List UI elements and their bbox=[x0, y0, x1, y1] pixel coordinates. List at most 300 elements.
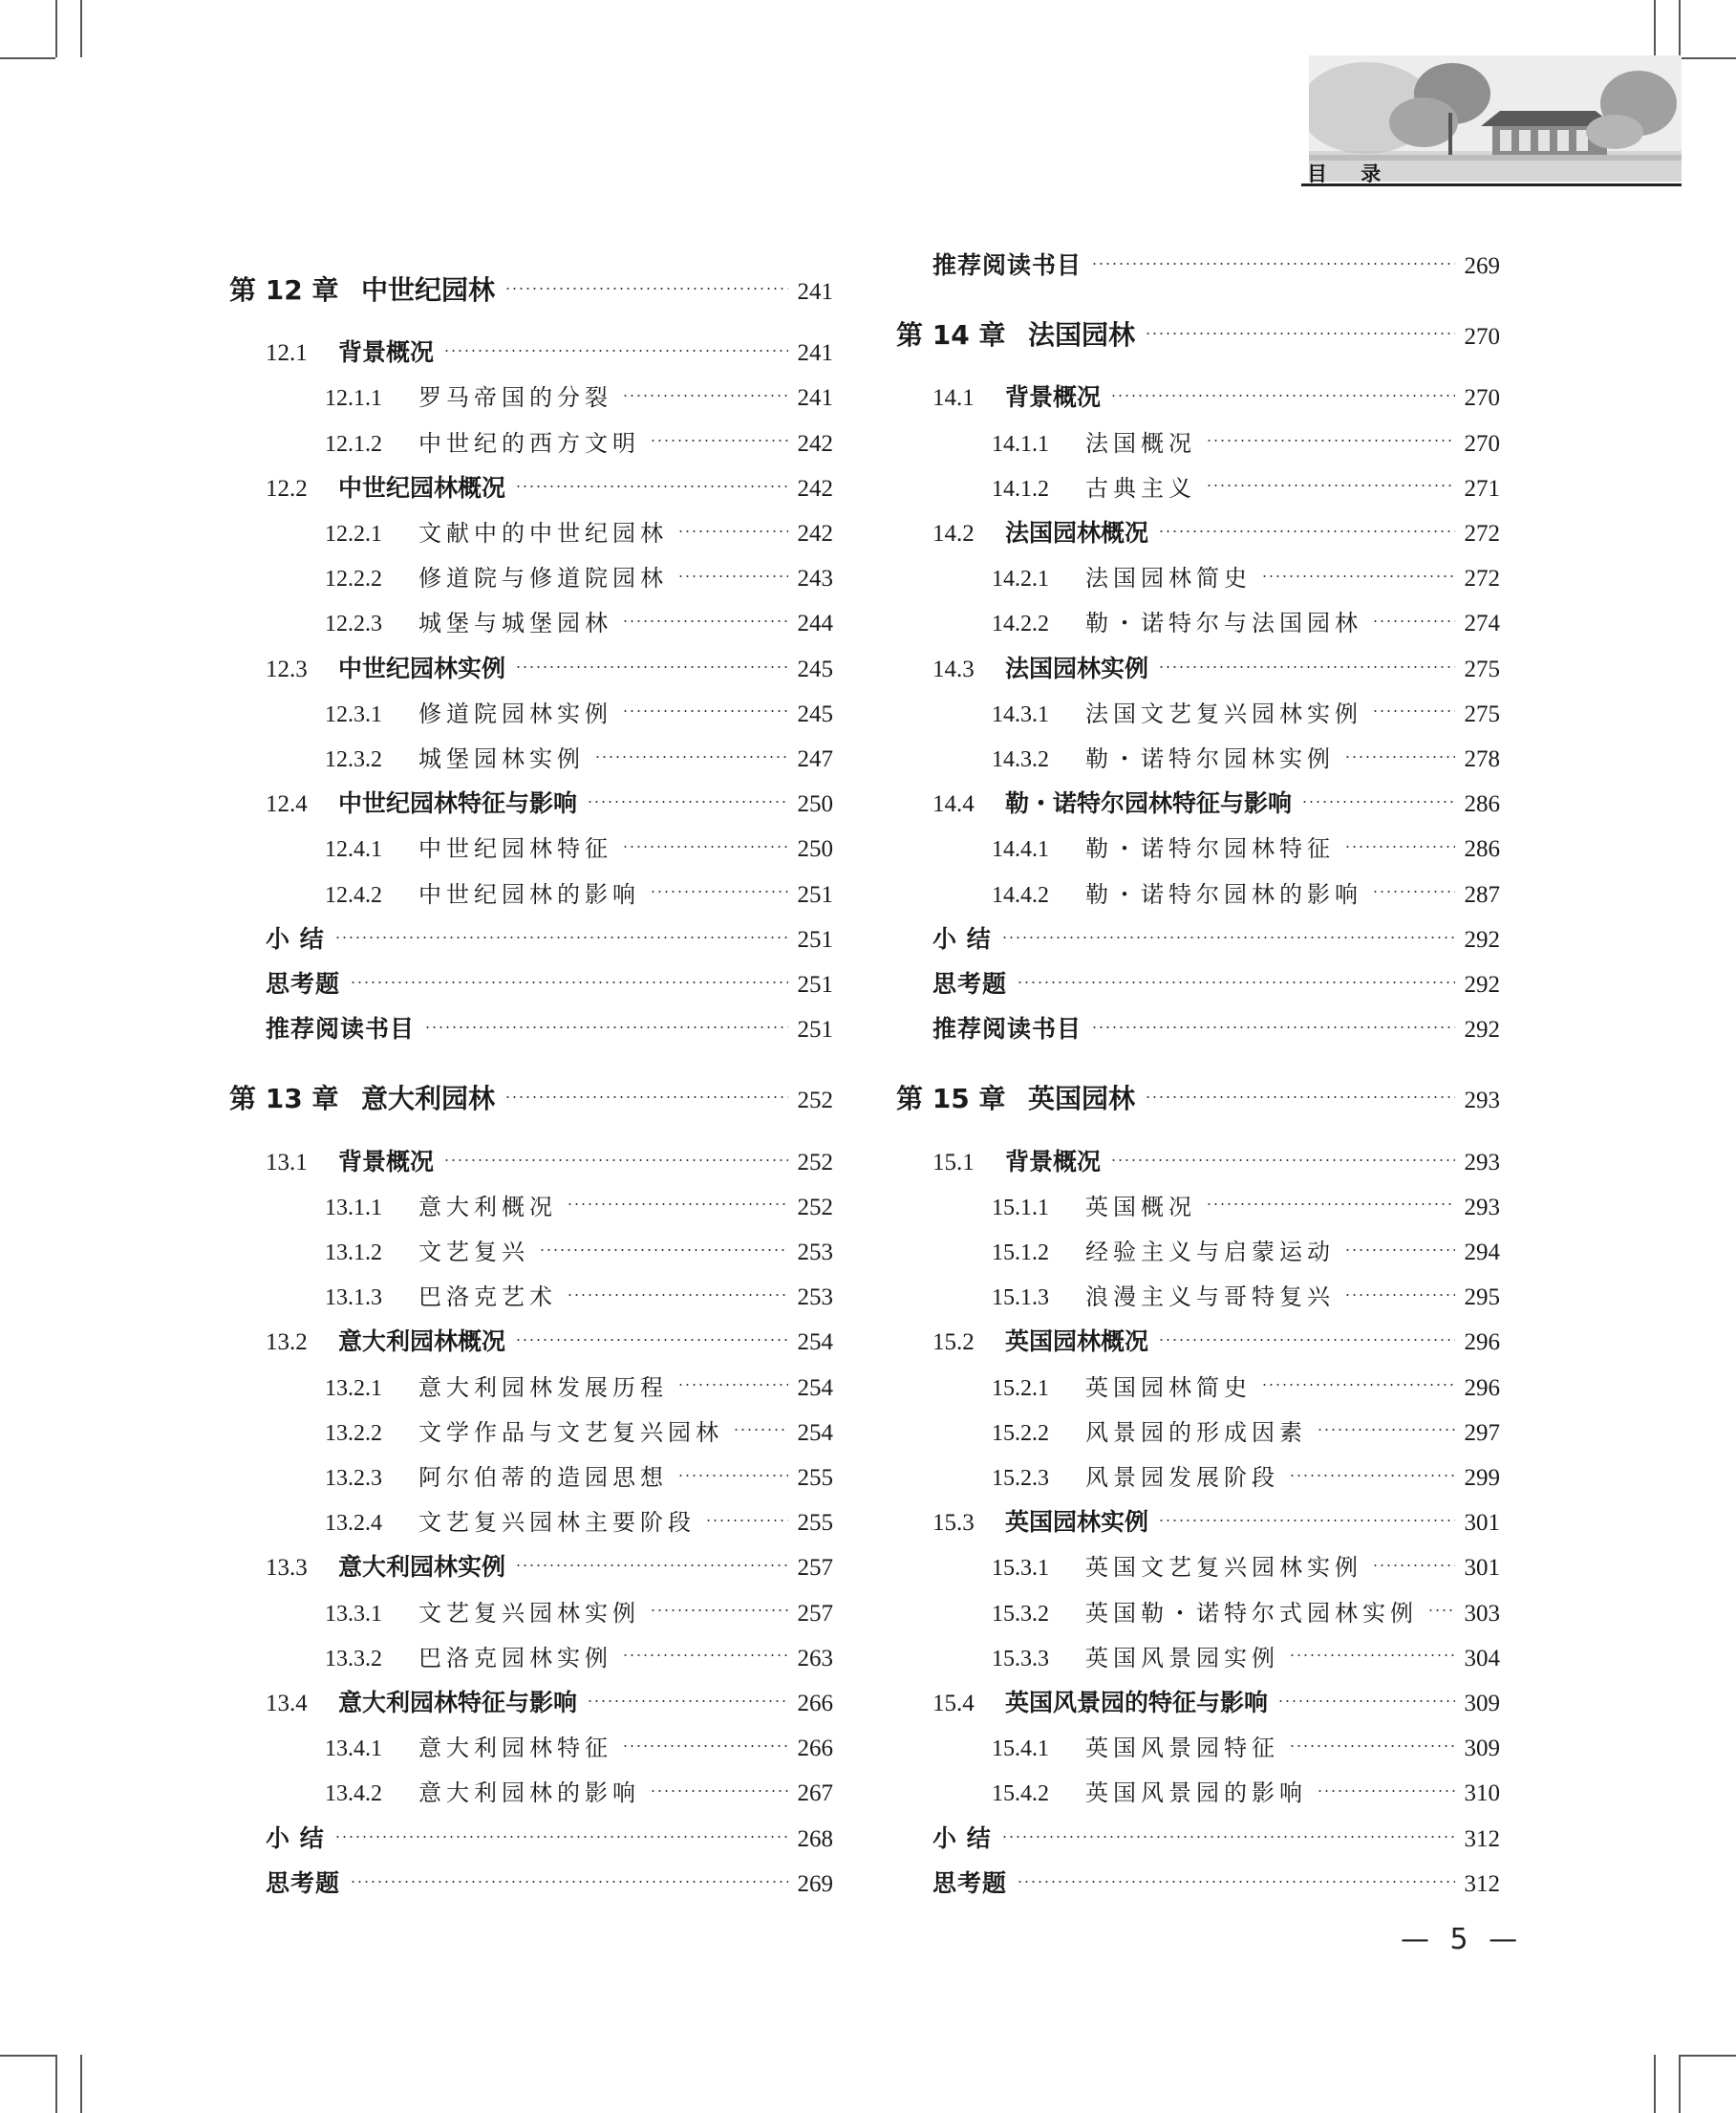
toc-entry-number: 第 12 章 bbox=[229, 274, 339, 306]
toc-entry-title: 意大利园林发展历程 bbox=[418, 1373, 668, 1401]
dot-leader bbox=[1289, 1475, 1455, 1477]
toc-entry-page: 252 bbox=[797, 1149, 833, 1175]
toc-section-entry[interactable] bbox=[266, 334, 833, 368]
dot-leader bbox=[1289, 1745, 1455, 1747]
dot-leader bbox=[1001, 1836, 1455, 1838]
toc-entry-number: 12.1.2 bbox=[325, 431, 382, 457]
toc-subsection-entry[interactable] bbox=[325, 1729, 833, 1762]
toc-entry-page: 299 bbox=[1464, 1465, 1500, 1491]
toc-entry-number: 12.4.1 bbox=[325, 837, 382, 863]
toc-entry-title: 文艺复兴 bbox=[418, 1239, 529, 1265]
dot-leader bbox=[1261, 1384, 1455, 1386]
dot-leader bbox=[1344, 1249, 1455, 1251]
dot-leader bbox=[567, 1203, 788, 1205]
dot-leader bbox=[1110, 1159, 1454, 1161]
toc-entry-number: 15.1.1 bbox=[992, 1195, 1049, 1220]
toc-entry-title: 古典主义 bbox=[1085, 474, 1196, 502]
toc-subsection-entry[interactable] bbox=[325, 424, 833, 458]
toc-subsection-entry[interactable] bbox=[992, 1594, 1500, 1628]
toc-misc-entry[interactable] bbox=[932, 1010, 1500, 1045]
toc-entry-number: 14.2.1 bbox=[992, 567, 1049, 593]
toc-entry-page: 269 bbox=[1464, 253, 1500, 279]
toc-entry-title: 意大利概况 bbox=[418, 1193, 557, 1220]
page-number: — 5 — bbox=[1401, 1923, 1524, 1956]
toc-subsection-entry[interactable] bbox=[325, 1774, 833, 1807]
toc-entry-page: 241 bbox=[797, 385, 833, 412]
toc-entry-title: 巴洛克园林实例 bbox=[418, 1644, 612, 1671]
toc-subsection-entry[interactable] bbox=[992, 1639, 1500, 1672]
toc-section-entry[interactable] bbox=[932, 650, 1500, 684]
toc-entry-title: 背景概况 bbox=[338, 1147, 435, 1175]
dot-leader bbox=[622, 846, 788, 848]
toc-entry-title: 小 结 bbox=[266, 924, 325, 953]
dot-leader bbox=[515, 666, 787, 668]
toc-entry-title: 思考题 bbox=[932, 970, 1008, 998]
toc-entry-number: 12.1.1 bbox=[325, 386, 382, 412]
toc-entry-title: 中世纪园林 bbox=[361, 274, 496, 306]
toc-entry-title: 意大利园林概况 bbox=[338, 1327, 506, 1356]
toc-entry-page: 251 bbox=[797, 881, 833, 908]
dot-leader bbox=[1145, 333, 1454, 334]
toc-entry-page: 255 bbox=[797, 1510, 833, 1537]
toc-entry-number: 12.2.2 bbox=[325, 567, 382, 593]
toc-entry-title: 风景园发展阶段 bbox=[1085, 1464, 1279, 1491]
toc-entry-title: 英国风景园实例 bbox=[1085, 1644, 1279, 1671]
toc-subsection-entry[interactable] bbox=[325, 378, 833, 412]
dot-leader bbox=[1301, 801, 1454, 803]
toc-subsection-entry[interactable] bbox=[325, 1233, 833, 1266]
toc-subsection-entry[interactable] bbox=[325, 514, 833, 548]
toc-subsection-entry[interactable] bbox=[325, 740, 833, 773]
toc-entry-page: 309 bbox=[1464, 1736, 1500, 1762]
dot-leader bbox=[1001, 937, 1455, 938]
toc-entry-title: 意大利园林 bbox=[361, 1083, 496, 1115]
toc-entry-title: 意大利园林实例 bbox=[338, 1553, 506, 1582]
toc-entry-page: 254 bbox=[797, 1329, 833, 1356]
toc-entry-page: 292 bbox=[1464, 1017, 1500, 1044]
toc-entry-number: 13.1.3 bbox=[325, 1285, 382, 1311]
toc-entry-number: 15.4.2 bbox=[992, 1781, 1049, 1807]
dot-leader bbox=[334, 937, 788, 938]
toc-subsection-entry[interactable] bbox=[992, 1369, 1500, 1402]
toc-entry-page: 278 bbox=[1464, 746, 1500, 772]
toc-entry-number: 12.3 bbox=[266, 656, 308, 682]
toc-subsection-entry[interactable] bbox=[325, 1594, 833, 1628]
toc-entry-title: 巴洛克艺术 bbox=[418, 1283, 557, 1311]
toc-entry-title: 罗马帝国的分裂 bbox=[418, 384, 612, 412]
toc-misc-entry[interactable] bbox=[932, 920, 1500, 955]
toc-entry-page: 253 bbox=[797, 1284, 833, 1311]
toc-entry-number: 14.4.1 bbox=[992, 837, 1049, 863]
dot-leader bbox=[650, 891, 788, 893]
toc-entry-title: 文艺复兴园林主要阶段 bbox=[418, 1509, 696, 1537]
toc-entry-title: 城堡园林实例 bbox=[418, 745, 585, 772]
dot-leader bbox=[504, 1096, 787, 1098]
toc-entry-number: 15.2 bbox=[932, 1329, 975, 1356]
toc-entry-page: 293 bbox=[1464, 1194, 1500, 1220]
dot-leader bbox=[1091, 1026, 1454, 1028]
toc-entry-title: 经验主义与启蒙运动 bbox=[1085, 1239, 1335, 1265]
toc-entry-page: 294 bbox=[1464, 1240, 1500, 1265]
crop-mark bbox=[0, 2055, 55, 2057]
toc-entry-number: 15.3.2 bbox=[992, 1601, 1049, 1627]
toc-entry-page: 272 bbox=[1464, 521, 1500, 547]
toc-entry-page: 297 bbox=[1464, 1419, 1500, 1446]
toc-entry-number: 14.2 bbox=[932, 521, 975, 547]
toc-misc-entry[interactable] bbox=[932, 1820, 1500, 1854]
toc-entry-title: 小 结 bbox=[932, 924, 992, 953]
crop-mark bbox=[1679, 0, 1681, 57]
dot-leader bbox=[539, 1249, 788, 1251]
toc-entry-number: 13.1 bbox=[266, 1149, 308, 1175]
toc-subsection-entry[interactable] bbox=[992, 1729, 1500, 1762]
toc-subsection-entry[interactable] bbox=[992, 1458, 1500, 1492]
toc-entry-number: 13.1.1 bbox=[325, 1195, 382, 1220]
toc-entry-page: 266 bbox=[797, 1736, 833, 1762]
toc-subsection-entry[interactable] bbox=[992, 875, 1500, 909]
toc-entry-number: 15.4.1 bbox=[992, 1736, 1049, 1762]
toc-entry-number: 15.2.2 bbox=[992, 1420, 1049, 1446]
toc-entry-page: 254 bbox=[797, 1419, 833, 1446]
toc-entry-number: 13.3 bbox=[266, 1555, 308, 1582]
toc-entry-page: 253 bbox=[797, 1240, 833, 1265]
dot-leader bbox=[424, 1026, 787, 1028]
toc-entry-page: 293 bbox=[1464, 1149, 1500, 1175]
crop-mark bbox=[1679, 2055, 1681, 2113]
dot-leader bbox=[515, 1564, 787, 1566]
toc-entry-title: 英国园林实例 bbox=[1005, 1508, 1149, 1537]
toc-entry-page: 293 bbox=[1464, 1088, 1500, 1114]
toc-entry-number: 12.4.2 bbox=[325, 882, 382, 908]
toc-subsection-entry[interactable] bbox=[992, 1233, 1500, 1266]
toc-entry-title: 中世纪园林概况 bbox=[338, 473, 506, 502]
toc-entry-number: 14.1 bbox=[932, 385, 975, 412]
toc-entry-title: 法国文艺复兴园林实例 bbox=[1085, 700, 1362, 727]
dot-leader bbox=[334, 1836, 788, 1838]
toc-entry-title: 勒・诺特尔园林的影响 bbox=[1085, 880, 1362, 908]
toc-entry-title: 文艺复兴园林实例 bbox=[418, 1599, 640, 1627]
dot-leader bbox=[515, 1339, 787, 1341]
toc-entry-title: 中世纪园林特征与影响 bbox=[338, 789, 578, 818]
toc-entry-title: 文献中的中世纪园林 bbox=[418, 520, 668, 547]
toc-entry-page: 271 bbox=[1464, 475, 1500, 502]
dot-leader bbox=[705, 1520, 788, 1521]
toc-entry-title: 英国概况 bbox=[1085, 1193, 1196, 1220]
toc-misc-entry[interactable] bbox=[266, 965, 833, 1000]
toc-subsection-entry[interactable] bbox=[992, 1774, 1500, 1807]
toc-misc-entry[interactable] bbox=[266, 1010, 833, 1045]
crop-mark bbox=[1681, 57, 1736, 59]
toc-entry-page: 247 bbox=[797, 746, 833, 772]
toc-subsection-entry[interactable] bbox=[325, 604, 833, 637]
toc-entry-title: 小 结 bbox=[932, 1823, 992, 1852]
toc-chapter-entry[interactable] bbox=[229, 270, 833, 308]
toc-entry-page: 244 bbox=[797, 611, 833, 637]
dot-leader bbox=[1344, 1294, 1455, 1296]
toc-entry-title: 文学作品与文艺复兴园林 bbox=[418, 1418, 723, 1446]
toc-entry-title: 中世纪园林特征 bbox=[418, 835, 612, 863]
toc-entry-page: 255 bbox=[797, 1465, 833, 1491]
dot-leader bbox=[1317, 1790, 1455, 1792]
toc-entry-page: 242 bbox=[797, 521, 833, 547]
dot-leader bbox=[1372, 1564, 1455, 1566]
toc-entry-number: 15.1.3 bbox=[992, 1285, 1049, 1311]
toc-subsection-entry[interactable] bbox=[325, 1369, 833, 1402]
dot-leader bbox=[594, 756, 788, 758]
toc-entry-number: 14.4.2 bbox=[992, 882, 1049, 908]
toc-entry-title: 英国园林概况 bbox=[1005, 1327, 1149, 1356]
toc-entry-title: 勒・诺特尔园林特征与影响 bbox=[1005, 789, 1293, 818]
toc-entry-number: 12.2.3 bbox=[325, 612, 382, 637]
dot-leader bbox=[587, 1700, 787, 1702]
dot-leader bbox=[443, 350, 787, 352]
toc-section-entry[interactable] bbox=[932, 1323, 1500, 1357]
toc-subsection-entry[interactable] bbox=[992, 695, 1500, 728]
toc-entry-page: 266 bbox=[797, 1691, 833, 1716]
toc-entry-page: 304 bbox=[1464, 1645, 1500, 1671]
toc-entry-number: 12.2.1 bbox=[325, 522, 382, 547]
toc-section-entry[interactable] bbox=[932, 514, 1500, 549]
toc-entry-number: 13.2.1 bbox=[325, 1375, 382, 1401]
toc-subsection-entry[interactable] bbox=[992, 559, 1500, 593]
crop-mark bbox=[55, 2055, 57, 2113]
toc-entry-page: 312 bbox=[1464, 1870, 1500, 1897]
toc-entry-page: 254 bbox=[797, 1374, 833, 1401]
toc-section-entry[interactable] bbox=[266, 785, 833, 819]
toc-entry-page: 310 bbox=[1464, 1780, 1500, 1807]
toc-subsection-entry[interactable] bbox=[325, 1278, 833, 1311]
toc-entry-title: 英国勒・诺特尔式园林实例 bbox=[1085, 1599, 1418, 1627]
dot-leader bbox=[350, 981, 787, 983]
toc-entry-title: 意大利园林特征 bbox=[418, 1735, 612, 1762]
dot-leader bbox=[1372, 710, 1455, 712]
toc-entry-title: 推荐阅读书目 bbox=[266, 1015, 416, 1044]
toc-section-entry[interactable] bbox=[932, 1143, 1500, 1177]
toc-entry-page: 296 bbox=[1464, 1329, 1500, 1356]
toc-misc-entry[interactable] bbox=[932, 247, 1500, 281]
toc-subsection-entry[interactable] bbox=[325, 559, 833, 593]
toc-misc-entry[interactable] bbox=[266, 1820, 833, 1854]
toc-entry-page: 245 bbox=[797, 656, 833, 682]
toc-entry-title: 意大利园林的影响 bbox=[418, 1779, 640, 1807]
toc-entry-number: 15.3.1 bbox=[992, 1556, 1049, 1582]
toc-chapter-entry[interactable] bbox=[896, 1078, 1500, 1116]
toc-subsection-entry[interactable] bbox=[992, 424, 1500, 458]
dot-leader bbox=[1261, 575, 1455, 577]
dot-leader bbox=[677, 1384, 788, 1386]
toc-entry-number: 13.3.1 bbox=[325, 1601, 382, 1627]
toc-entry-number: 13.2 bbox=[266, 1329, 308, 1356]
toc-entry-title: 法国概况 bbox=[1085, 429, 1196, 457]
toc-section-entry[interactable] bbox=[266, 1684, 833, 1718]
toc-section-entry[interactable] bbox=[266, 650, 833, 684]
dot-leader bbox=[443, 1159, 787, 1161]
toc-entry-number: 13.2.4 bbox=[325, 1511, 382, 1537]
toc-entry-page: 241 bbox=[797, 340, 833, 367]
toc-entry-number: 14.1.1 bbox=[992, 431, 1049, 457]
dot-leader bbox=[1372, 891, 1455, 893]
dot-leader bbox=[1091, 263, 1454, 265]
toc-entry-title: 法国园林概况 bbox=[1005, 519, 1149, 547]
toc-entry-page: 251 bbox=[797, 926, 833, 953]
toc-entry-page: 242 bbox=[797, 475, 833, 502]
toc-entry-page: 286 bbox=[1464, 791, 1500, 818]
toc-entry-title: 修道院园林实例 bbox=[418, 700, 612, 727]
toc-entry-title: 思考题 bbox=[932, 1868, 1008, 1897]
toc-entry-page: 268 bbox=[797, 1825, 833, 1852]
toc-subsection-entry[interactable] bbox=[325, 1639, 833, 1672]
toc-entry-title: 思考题 bbox=[266, 970, 341, 998]
toc-entry-title: 中世纪的西方文明 bbox=[418, 429, 640, 457]
dot-leader bbox=[1427, 1609, 1455, 1611]
toc-entry-page: 241 bbox=[797, 279, 833, 305]
toc-subsection-entry[interactable] bbox=[992, 1548, 1500, 1582]
toc-entry-title: 勒・诺特尔园林实例 bbox=[1085, 745, 1335, 772]
toc-entry-page: 292 bbox=[1464, 926, 1500, 953]
dot-leader bbox=[622, 1745, 788, 1747]
toc-entry-page: 287 bbox=[1464, 881, 1500, 908]
toc-subsection-entry[interactable] bbox=[992, 1188, 1500, 1221]
toc-entry-number: 15.4 bbox=[932, 1691, 975, 1716]
toc-entry-page: 250 bbox=[797, 791, 833, 818]
toc-entry-number: 13.4.2 bbox=[325, 1781, 382, 1807]
toc-entry-number: 12.3.1 bbox=[325, 701, 382, 727]
toc-entry-page: 252 bbox=[797, 1088, 833, 1114]
toc-misc-entry[interactable] bbox=[266, 1865, 833, 1899]
header-label: 目 录 bbox=[1307, 162, 1395, 185]
toc-section-entry[interactable] bbox=[266, 1143, 833, 1177]
toc-subsection-entry[interactable] bbox=[992, 1413, 1500, 1447]
toc-entry-page: 301 bbox=[1464, 1555, 1500, 1582]
dot-leader bbox=[622, 1654, 788, 1656]
toc-entry-number: 13.4 bbox=[266, 1691, 308, 1716]
dot-leader bbox=[1158, 1520, 1454, 1521]
toc-entry-number: 12.4 bbox=[266, 791, 308, 818]
toc-entry-number: 13.4.1 bbox=[325, 1736, 382, 1762]
dot-leader bbox=[1158, 530, 1454, 532]
toc-misc-entry[interactable] bbox=[932, 1865, 1500, 1899]
dot-leader bbox=[1206, 1203, 1455, 1205]
toc-subsection-entry[interactable] bbox=[992, 1278, 1500, 1311]
toc-section-entry[interactable] bbox=[932, 378, 1500, 413]
toc-entry-page: 272 bbox=[1464, 566, 1500, 593]
toc-subsection-entry[interactable] bbox=[992, 604, 1500, 637]
toc-entry-title: 浪漫主义与哥特复兴 bbox=[1085, 1283, 1335, 1311]
toc-entry-page: 275 bbox=[1464, 656, 1500, 682]
dot-leader bbox=[1110, 395, 1454, 397]
toc-entry-title: 城堡与城堡园林 bbox=[418, 610, 612, 637]
toc-subsection-entry[interactable] bbox=[325, 1413, 833, 1447]
toc-entry-page: 243 bbox=[797, 566, 833, 593]
toc-entry-title: 背景概况 bbox=[1005, 383, 1102, 412]
toc-entry-number: 第 15 章 bbox=[896, 1083, 1006, 1115]
toc-section-entry[interactable] bbox=[932, 1684, 1500, 1718]
toc-entry-number: 14.4 bbox=[932, 791, 975, 818]
toc-entry-page: 270 bbox=[1464, 385, 1500, 412]
toc-subsection-entry[interactable] bbox=[325, 1188, 833, 1221]
toc-entry-page: 301 bbox=[1464, 1510, 1500, 1537]
toc-entry-title: 英国风景园特征 bbox=[1085, 1735, 1279, 1762]
toc-subsection-entry[interactable] bbox=[992, 740, 1500, 773]
crop-mark bbox=[1681, 2055, 1736, 2057]
toc-subsection-entry[interactable] bbox=[992, 830, 1500, 863]
dot-leader bbox=[1206, 440, 1455, 442]
toc-subsection-entry[interactable] bbox=[325, 1503, 833, 1537]
toc-section-entry[interactable] bbox=[932, 785, 1500, 819]
toc-entry-title: 思考题 bbox=[266, 1868, 341, 1897]
toc-entry-page: 252 bbox=[797, 1194, 833, 1220]
toc-entry-title: 阿尔伯蒂的造园思想 bbox=[418, 1464, 668, 1491]
toc-entry-number: 14.2.2 bbox=[992, 612, 1049, 637]
toc-entry-page: 312 bbox=[1464, 1825, 1500, 1852]
toc-chapter-entry[interactable] bbox=[229, 1078, 833, 1116]
toc-entry-page: 245 bbox=[797, 701, 833, 727]
toc-entry-page: 269 bbox=[797, 1870, 833, 1897]
dot-leader bbox=[677, 575, 788, 577]
toc-entry-number: 15.1.2 bbox=[992, 1240, 1049, 1265]
toc-entry-page: 257 bbox=[797, 1555, 833, 1582]
toc-entry-title: 中世纪园林实例 bbox=[338, 654, 506, 682]
dot-leader bbox=[1289, 1654, 1455, 1656]
toc-section-entry[interactable] bbox=[266, 1323, 833, 1357]
dot-leader bbox=[1277, 1700, 1454, 1702]
toc-entry-title: 法国园林实例 bbox=[1005, 654, 1149, 682]
dot-leader bbox=[567, 1294, 788, 1296]
toc-entry-number: 13.1.2 bbox=[325, 1240, 382, 1265]
toc-entry-page: 263 bbox=[797, 1645, 833, 1671]
dot-leader bbox=[1206, 485, 1455, 486]
toc-entry-number: 15.1 bbox=[932, 1149, 975, 1175]
toc-entry-title: 英国风景园的特征与影响 bbox=[1005, 1689, 1269, 1716]
toc-entry-number: 15.2.3 bbox=[992, 1466, 1049, 1491]
toc-chapter-entry[interactable] bbox=[896, 314, 1500, 353]
crop-mark bbox=[80, 0, 82, 57]
toc-subsection-entry[interactable] bbox=[325, 830, 833, 863]
dot-leader bbox=[677, 530, 788, 532]
crop-mark bbox=[0, 57, 55, 59]
toc-entry-number: 14.3 bbox=[932, 656, 975, 682]
dot-leader bbox=[677, 1475, 788, 1477]
toc-section-entry[interactable] bbox=[266, 469, 833, 504]
dot-leader bbox=[1017, 1881, 1454, 1883]
toc-entry-title: 英国文艺复兴园林实例 bbox=[1085, 1554, 1362, 1582]
toc-subsection-entry[interactable] bbox=[325, 695, 833, 728]
toc-section-entry[interactable] bbox=[932, 1503, 1500, 1538]
toc-entry-page: 251 bbox=[797, 1017, 833, 1044]
toc-entry-number: 13.3.2 bbox=[325, 1646, 382, 1671]
dot-leader bbox=[733, 1429, 788, 1431]
toc-entry-page: 303 bbox=[1464, 1600, 1500, 1627]
toc-entry-page: 286 bbox=[1464, 836, 1500, 863]
toc-subsection-entry[interactable] bbox=[992, 469, 1500, 503]
toc-subsection-entry[interactable] bbox=[325, 1458, 833, 1492]
dot-leader bbox=[1317, 1429, 1455, 1431]
toc-misc-entry[interactable] bbox=[266, 920, 833, 955]
toc-misc-entry[interactable] bbox=[932, 965, 1500, 1000]
toc-entry-title: 英国风景园的影响 bbox=[1085, 1779, 1307, 1807]
toc-entry-title: 中世纪园林的影响 bbox=[418, 880, 640, 908]
dot-leader bbox=[622, 710, 788, 712]
toc-entry-number: 15.3.3 bbox=[992, 1646, 1049, 1671]
toc-entry-title: 英国园林 bbox=[1028, 1083, 1136, 1115]
crop-mark bbox=[1654, 2055, 1656, 2113]
toc-entry-number: 15.2.1 bbox=[992, 1375, 1049, 1401]
toc-entry-number: 14.1.2 bbox=[992, 476, 1049, 502]
toc-entry-page: 309 bbox=[1464, 1691, 1500, 1716]
toc-entry-page: 292 bbox=[1464, 972, 1500, 998]
toc-subsection-entry[interactable] bbox=[325, 875, 833, 909]
toc-section-entry[interactable] bbox=[266, 1548, 833, 1583]
